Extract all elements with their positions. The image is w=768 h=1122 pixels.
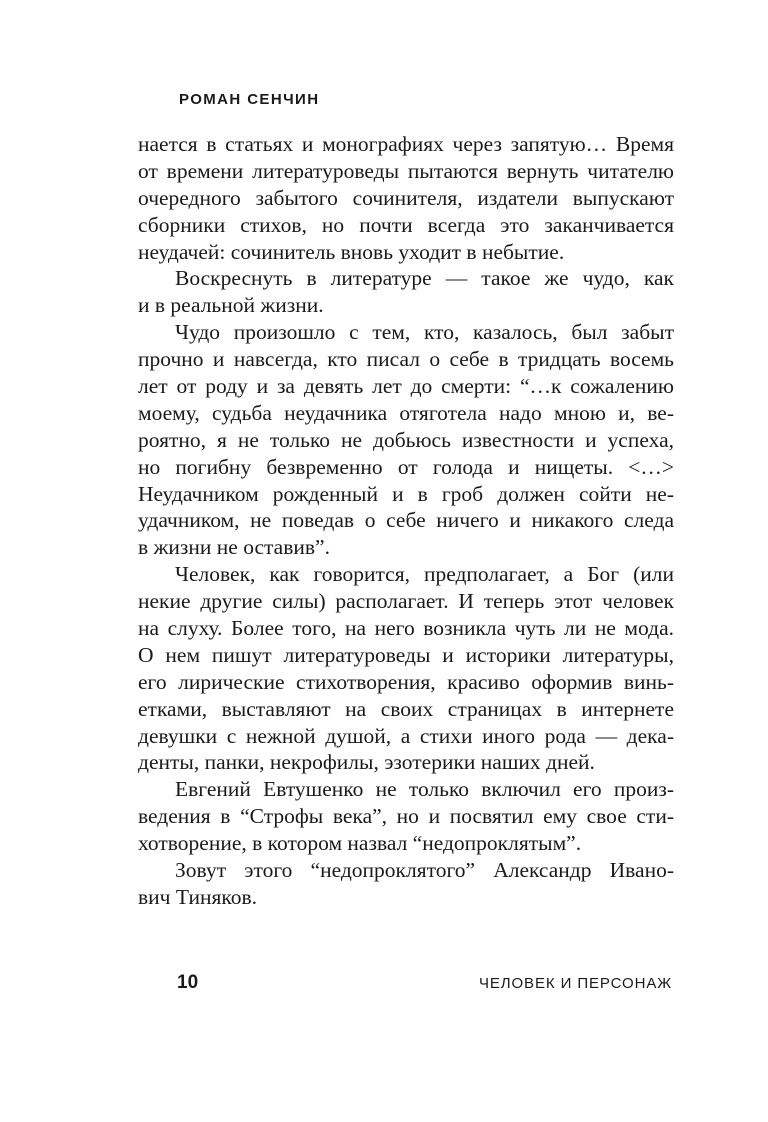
text-line: вич Тиняков. xyxy=(138,884,257,909)
text-line: моему, судьба неудачника отяготела надо мною и, ве- xyxy=(138,400,674,425)
text-line: ведения в “Строфы века”, но и посвятил ему свое сти- xyxy=(138,804,674,829)
text-line: Зовут этого “недопроклятого” Александр Ивано- xyxy=(175,858,674,883)
body-text xyxy=(138,131,674,911)
text-line: хотворение, в котором назвал “недопроклятым”. xyxy=(138,831,582,856)
text-line: удачником, не поведав о себе ничего и никакого следа xyxy=(138,508,674,533)
text-line: некие другие силы) располагает. И теперь этот человек xyxy=(138,589,674,614)
text-line: Человек, как говорится, предполагает, а Бог (или xyxy=(175,562,674,587)
text-line: в жизни не оставив”. xyxy=(138,535,330,560)
text-line: от времени литературоведы пытаются вернуть читателю xyxy=(138,158,674,183)
text-line: очередного забытого сочинителя, издатели выпускают xyxy=(138,185,674,210)
page-number: 10 xyxy=(177,972,199,993)
text-line: лет от роду и за девять лет до смерти: “…к сожалению xyxy=(138,374,674,399)
text-line: О нем пишут литературоведы и историки литературы, xyxy=(138,642,674,667)
running-footer-title: ЧЕЛОВЕК И ПЕРСОНАЖ xyxy=(478,975,672,992)
running-header-author: РОМАН СЕНЧИН xyxy=(179,91,320,108)
text-line: на слуху. Более того, на него возникла чуть ли не мода. xyxy=(138,616,674,641)
text-line: прочно и навсегда, кто писал о себе в тридцать восемь xyxy=(138,347,674,372)
text-line: нается в статьях и монографиях через запятую… Время xyxy=(138,132,674,156)
text-line: етками, выставляют на своих страницах в интернете xyxy=(138,696,674,721)
text-line: его лирические стихотворения, красиво оформив винь- xyxy=(138,669,674,694)
text-line: но погибну безвременно от голода и нищеты. <…> xyxy=(138,454,674,479)
text-line: Воскреснуть в литературе — такое же чудо, как xyxy=(175,266,674,291)
text-line: Евгений Евтушенко не только включил его произ- xyxy=(175,777,674,802)
text-line: роятно, я не только не добьюсь известности и успеха, xyxy=(138,427,674,452)
text-line: сборники стихов, но почти всегда это заканчивается xyxy=(138,212,674,237)
text-line: Чудо произошло с тем, кто, казалось, был забыт xyxy=(175,320,674,345)
text-line: денты, панки, некрофилы, эзотерики наших дней. xyxy=(138,750,595,775)
text-line: девушки с нежной душой, а стихи иного рода — дека- xyxy=(138,723,674,748)
text-line: Неудачником рожденный и в гроб должен сойти не- xyxy=(138,481,674,506)
text-line: и в реальной жизни. xyxy=(138,293,324,318)
text-line: неудачей: сочинитель вновь уходит в небытие. xyxy=(138,239,565,264)
